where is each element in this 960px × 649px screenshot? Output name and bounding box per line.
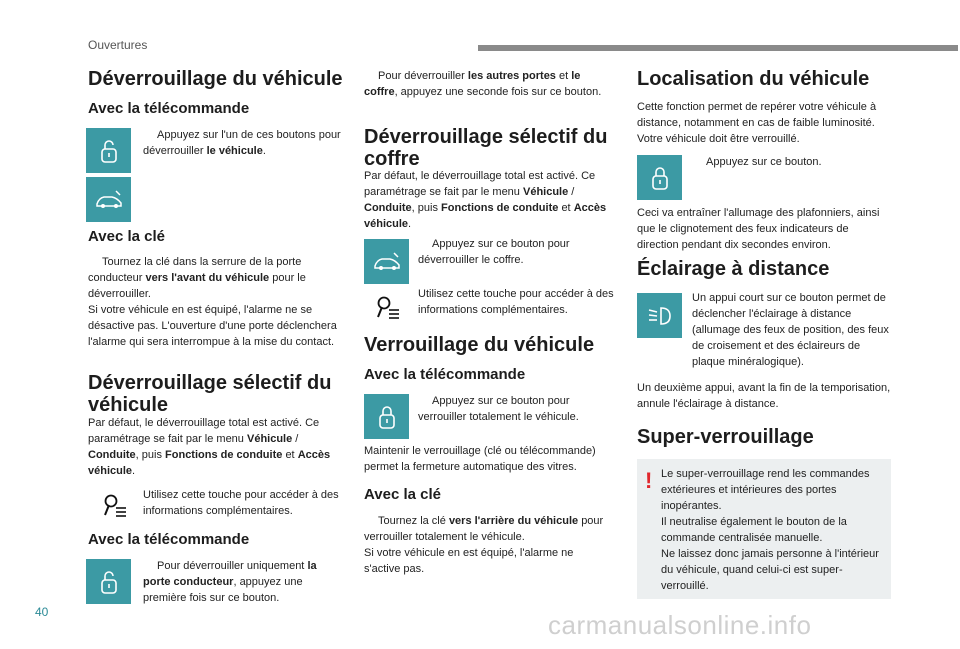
heading-trunk-unlock: Déverrouillage sélectif du coffre xyxy=(364,126,608,170)
hold-lock-text: Maintenir le verrouillage (clé ou télécommande) permet la fermeture automatique des vitres. xyxy=(364,445,596,473)
alarm-note: Si votre véhicule en est équipé, l'alarme ne se désactive pas. L'ouverture d'une porte déclenchera l'alarme qui sera interrompue à la mise du contact. xyxy=(88,304,337,348)
key-unlock-text: Tournez la clé dans la serrure de la porte conducteur vers l'avant du véhicule pour le déverrouiller. xyxy=(88,256,306,300)
info-text: Utilisez cette touche pour accéder à des informations complémentaires. xyxy=(418,288,614,316)
heading-super-lock: Super-verrouillage xyxy=(637,426,814,448)
section-tag: Ouvertures xyxy=(88,38,148,52)
info-icon xyxy=(364,284,409,329)
locate-button-text: Appuyez sur ce bouton. xyxy=(706,156,822,168)
lock-icon xyxy=(637,155,682,200)
locate-text: Cette fonction permet de repérer votre véhicule à distance, notamment en cas de faible luminosité. Votre véhicule doit être verrouillé. xyxy=(637,101,877,145)
subheading-remote: Avec la télécommande xyxy=(88,100,250,117)
unlock-icon xyxy=(86,559,131,604)
locate-effect-text: Ceci va entraîner l'allumage des plafonniers, ainsi que le clignotement des feux indicateurs de direction pendant dix secondes environ. xyxy=(637,207,880,251)
subheading-key-2: Avec la clé xyxy=(364,486,441,503)
headlight-icon xyxy=(637,293,682,338)
heading-lock: Verrouillage du véhicule xyxy=(364,334,595,356)
car-unlock-icon xyxy=(364,239,409,284)
header-bar xyxy=(478,45,958,51)
trunk-unlock-text: Par défaut, le déverrouillage total est activé. Ce paramétrage se fait par le menu Véhicule / Conduite, puis Fonctions de conduite et Accès véhicule. xyxy=(364,170,607,230)
warning-icon: ! xyxy=(645,468,653,493)
remote-lighting-text: Un appui court sur ce bouton permet de déclencher l'éclairage à distance (allumage des feux de position, des feux de croisement et des éclaireurs de plaque minéralogique). xyxy=(692,292,889,368)
heading-locate: Localisation du véhicule xyxy=(637,68,870,90)
subheading-key: Avec la clé xyxy=(88,228,165,245)
remote-lighting-cancel: Un deuxième appui, avant la fin de la temporisation, annule l'éclairage à distance. xyxy=(637,382,891,410)
lock-icon xyxy=(364,394,409,439)
super-lock-note: Le super-verrouillage rend les commandes extérieures et intérieures des portes inopérantes. Il neutralise également le bouton de la commande centralisée manuelle. Ne laissez donc jamais personne à l'intérieur du véhicule, quand celui-ci est super-verrouillé. xyxy=(661,468,879,592)
remote-unlock-text: Appuyez sur l'un de ces boutons pour déverrouiller le véhicule. xyxy=(143,129,341,157)
remote-lock-text: Appuyez sur ce bouton pour verrouiller totalement le véhicule. xyxy=(418,395,579,423)
info-text: Utilisez cette touche pour accéder à des informations complémentaires. xyxy=(143,489,339,517)
heading-selective-unlock: Déverrouillage sélectif du véhicule xyxy=(88,372,332,416)
subheading-remote-3: Avec la télécommande xyxy=(364,366,526,383)
key-lock-text: Tournez la clé vers l'arrière du véhicule pour verrouiller totalement le véhicule. xyxy=(364,515,604,543)
selective-unlock-text: Par défaut, le déverrouillage total est activé. Ce paramétrage se fait par le menu Véhicule / Conduite, puis Fonctions de conduite et Accès véhicule. xyxy=(88,417,331,477)
other-doors-unlock-text: Pour déverrouiller les autres portes et le coffre, appuyez une seconde fois sur ce bouton. xyxy=(364,70,602,98)
trunk-button-text: Appuyez sur ce bouton pour déverrouiller le coffre. xyxy=(418,238,570,266)
heading-unlock: Déverrouillage du véhicule xyxy=(88,68,343,90)
heading-remote-lighting: Éclairage à distance xyxy=(637,258,830,280)
watermark: carmanualsonline.info xyxy=(548,610,812,640)
driver-door-unlock-text: Pour déverrouiller uniquement la porte conducteur, appuyez une première fois sur ce bouton. xyxy=(143,560,317,604)
info-icon xyxy=(91,482,136,527)
subheading-remote-2: Avec la télécommande xyxy=(88,531,250,548)
alarm-lock-note: Si votre véhicule en est équipé, l'alarme ne s'active pas. xyxy=(364,547,574,575)
car-unlock-icon xyxy=(86,177,131,222)
unlock-icon xyxy=(86,128,131,173)
page-number: 40 xyxy=(35,605,49,619)
